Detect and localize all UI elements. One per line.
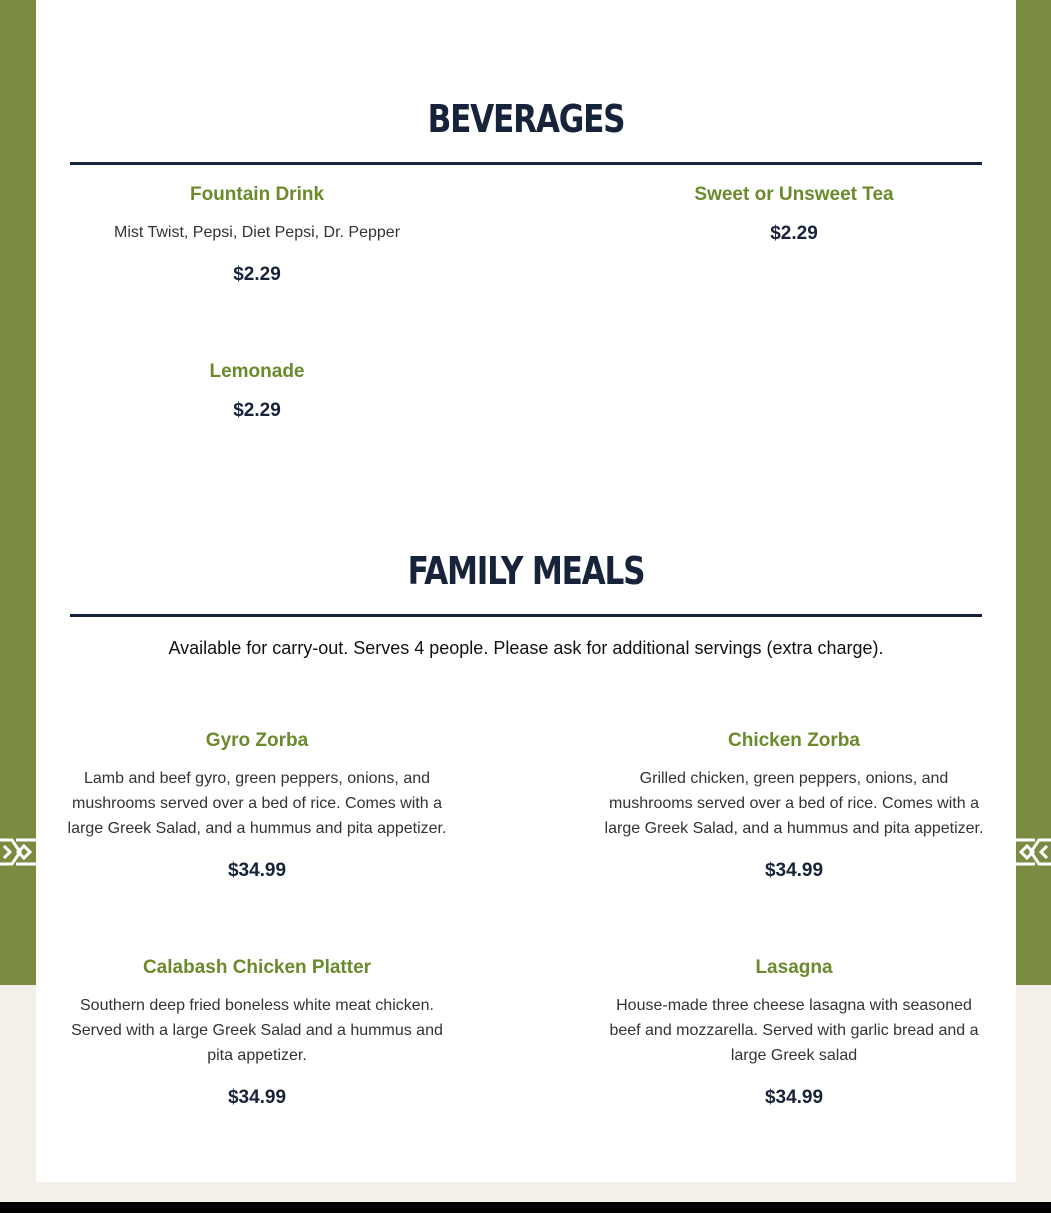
menu-item-lasagna	[599, 956, 989, 1110]
item-price: $34.99	[227, 860, 287, 881]
item-price: $2.29	[233, 400, 281, 421]
item-name: Sweet or Unsweet Tea	[694, 184, 894, 205]
menu-item-lemonade	[62, 360, 452, 423]
item-description: Grilled chicken, green peppers, onions, and mushrooms served over a bed of rice. Comes with a large Greek Salad, and a hummus and pita appetizer.	[604, 770, 984, 837]
family-meals-divider	[70, 614, 982, 617]
menu-item-sweet-tea	[599, 183, 989, 246]
greek-key-ornament-icon	[0, 836, 36, 868]
footer-bar	[0, 1202, 1051, 1213]
item-name: Gyro Zorba	[205, 730, 309, 751]
item-price: $34.99	[764, 1087, 824, 1108]
item-name: Calabash Chicken Platter	[142, 957, 372, 978]
beverages-divider	[70, 162, 982, 165]
menu-item-gyro-zorba	[62, 729, 452, 883]
menu-item-calabash-chicken-platter	[62, 956, 452, 1110]
item-name: Lemonade	[209, 361, 305, 382]
family-meals-title: FAMILY MEALS	[407, 549, 645, 593]
item-name: Fountain Drink	[189, 184, 325, 205]
item-description: House-made three cheese lasagna with seasoned beef and mozzarella. Served with garlic bread and a large Greek salad	[609, 997, 979, 1064]
item-name: Lasagna	[755, 957, 833, 978]
item-price: $34.99	[227, 1087, 287, 1108]
greek-key-ornament-icon	[1015, 836, 1051, 868]
beverages-title: BEVERAGES	[427, 97, 625, 141]
item-price: $2.29	[770, 223, 818, 244]
item-name: Chicken Zorba	[728, 730, 860, 751]
menu-item-fountain-drink	[62, 183, 452, 287]
item-description: Southern deep fried boneless white meat chicken. Served with a large Greek Salad and a hummus and pita appetizer.	[71, 997, 443, 1064]
item-description: Mist Twist, Pepsi, Diet Pepsi, Dr. Pepper	[113, 224, 401, 241]
item-price: $2.29	[233, 264, 281, 285]
item-description: Lamb and beef gyro, green peppers, onions, and mushrooms served over a bed of rice. Comes with a large Greek Salad, and a hummus and pita appetizer.	[67, 770, 447, 837]
item-price: $34.99	[764, 860, 824, 881]
family-meals-intro: Available for carry-out. Serves 4 people. Please ask for additional servings (extra charge).	[168, 638, 884, 658]
menu-item-chicken-zorba	[599, 729, 989, 883]
menu-panel	[36, 0, 1016, 1182]
